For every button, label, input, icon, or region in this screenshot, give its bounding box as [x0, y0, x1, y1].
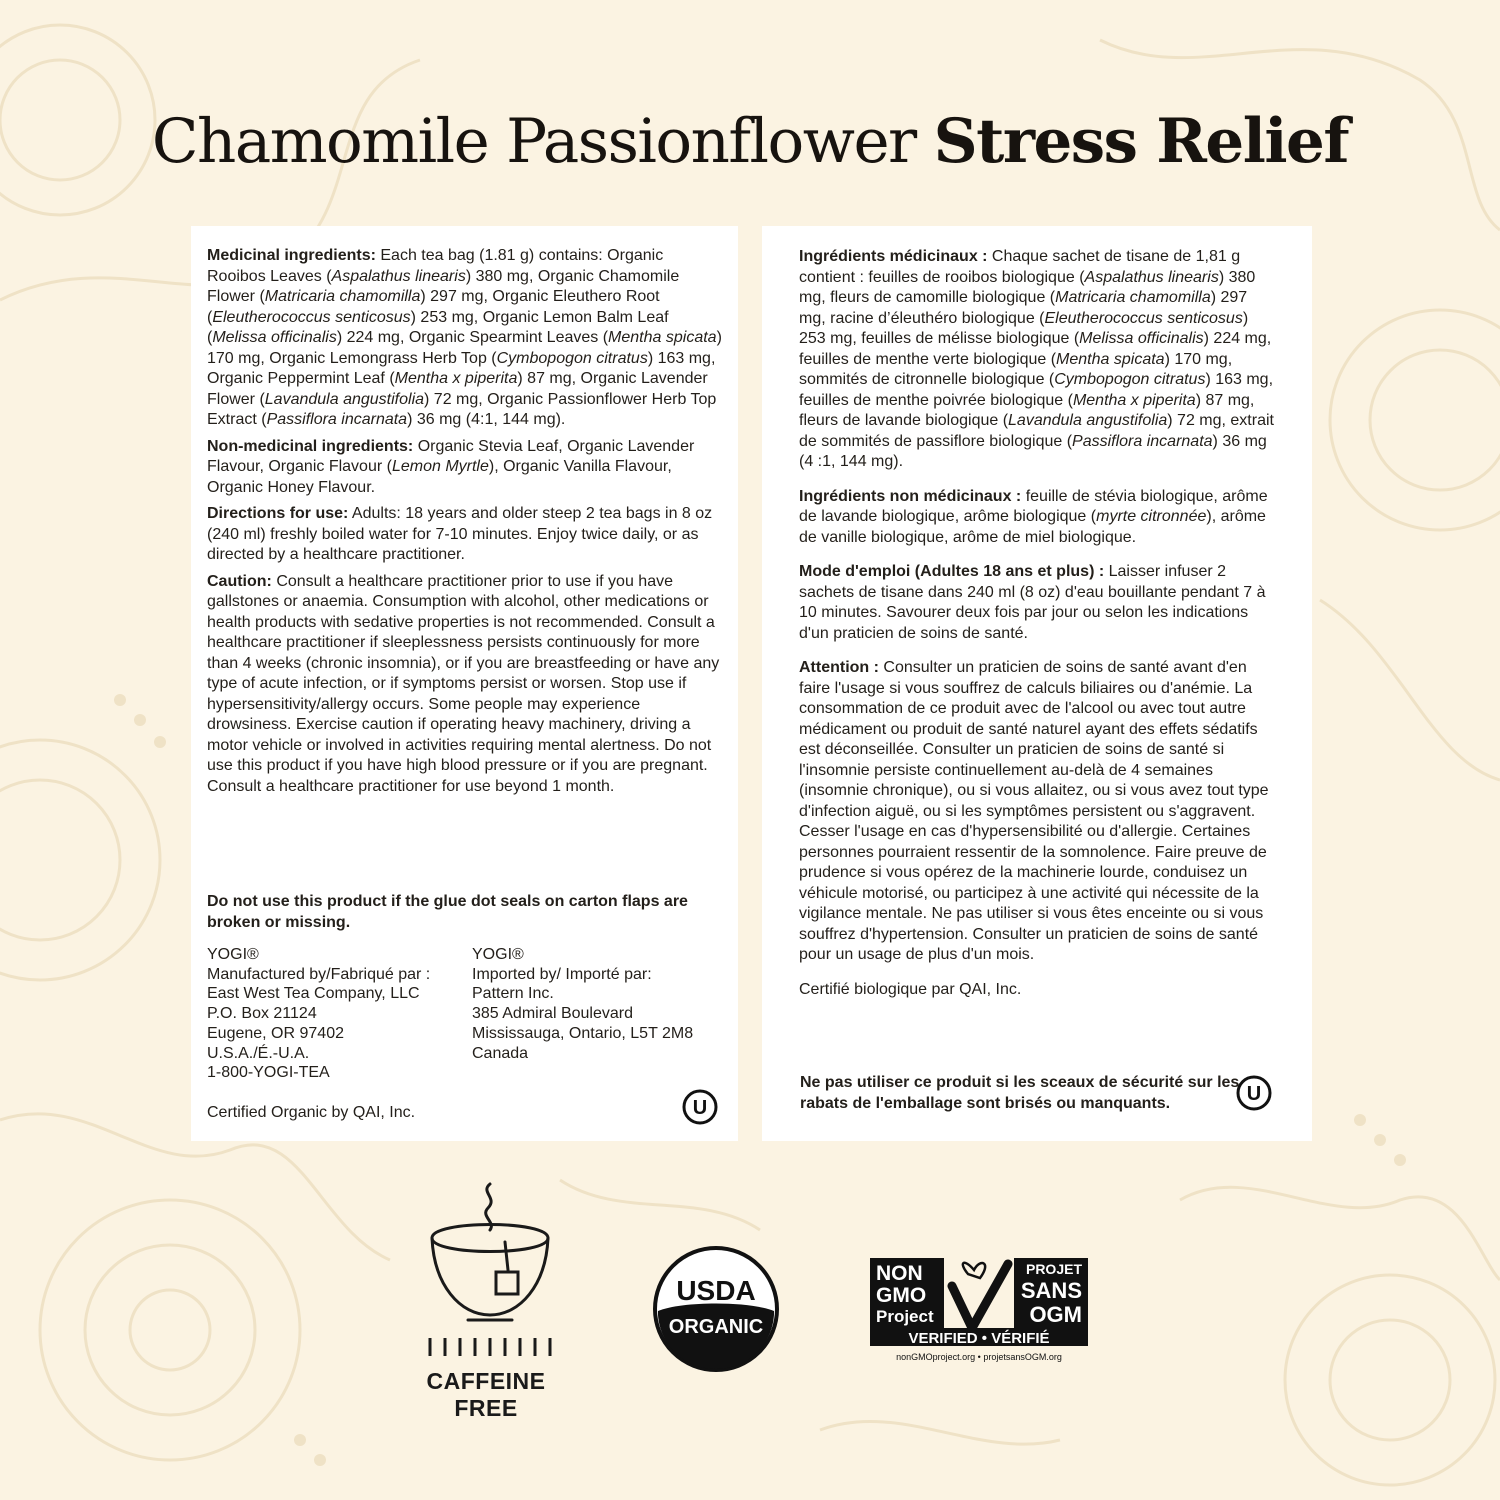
nonmedicinal-ingredients-fr: [799, 487, 1278, 549]
medicinal-label-fr: Ingrédients médicinaux :: [799, 248, 988, 265]
directions-fr: [799, 562, 1278, 644]
botanical-name: Lavandula angustifolia: [264, 390, 425, 408]
ingredient-text: ) 87 mg, fleurs de lavande biologique (: [799, 391, 1255, 429]
text-line: Mississauga, Ontario, L5T 2M8: [472, 1024, 694, 1042]
medicinal-text-fr: [799, 248, 1274, 470]
kosher-ou-icon: [682, 1089, 718, 1125]
certified-organic-fr: Certifié biologique par QAI, Inc.: [799, 980, 1022, 998]
directions-label-en: Directions for use:: [207, 505, 349, 522]
title-light: Chamomile Passionflower: [151, 106, 916, 177]
medicinal-text-en: [207, 247, 722, 428]
nongmo-right-line-2: SANS: [1020, 1278, 1082, 1303]
botanical-name: Lemon Myrtle: [391, 458, 489, 475]
nongmo-urls-text: nonGMOproject.org • projetsansOGM.org: [896, 1352, 1062, 1362]
certified-organic-en: Certified Organic by QAI, Inc.: [207, 1104, 416, 1121]
text-line: Manufactured by/Fabriqué par :: [207, 965, 431, 983]
ingredient-text: ), Organic Vanilla Flavour, Organic Honey Flavour.: [207, 458, 672, 496]
ingredient-text: ) 380 mg, Organic Chamomile Flower (: [207, 267, 680, 305]
usda-top-text: USDA: [676, 1275, 756, 1306]
caution-text-fr: Consulter un praticien de soins de santé avant d'en faire l'usage si vous souffrez de calculs biliaires ou d'anémie. La consommation de ce produit avec de l'alcool ou avec tout autre médicament ou produit de santé naturel ayant des effets sédatifs est déconseillée. Consulter un praticien de soins de santé si l'insomnie persiste continuellement au-delà de 4 semaines (insomnie chronique), ou si vous allaitez, ou si vous avez tout type d'infection aiguë, ou si les symptômes persistent ou s'aggravent. Cesser l'usage en cas d'hypersensibilité ou d'allergie. Certaines personnes pourraient ressentir de la somnolence. Faire preuve de prudence si vous opérez de la machinerie lourde, conduisez un véhicule motorisé, ou participez à une activité qui nécessite de la vigilance mentale. Ne pas utiliser si vous êtes enceinte ou si vous souffrez d'hypertension. Consulter un praticien de soins de santé pour un usage de plus d'un mois.: [799, 659, 1269, 963]
seal-warning-fr: Ne pas utiliser ce produit si les sceaux de sécurité sur les rabats de l'emballage sont brisés ou manquants.: [800, 1074, 1240, 1112]
nongmo-right-line-1: PROJET: [1025, 1261, 1082, 1277]
nonmed-label-en: Non-medicinal ingredients:: [207, 437, 414, 455]
page-title: [0, 106, 1500, 177]
ingredient-text: ) 170 mg, Organic Lemongrass Herb Top (: [207, 329, 722, 367]
nongmo-left-line-3: Project: [876, 1307, 934, 1326]
botanical-name: Matricaria chamomilla: [1055, 289, 1211, 306]
ingredient-text: Chaque sachet de tisane de 1,81 g contient : feuilles de rooibos biologique (: [799, 248, 1241, 286]
text-line: Imported by/ Importé par:: [472, 965, 652, 983]
kosher-symbol-text: U: [1246, 1083, 1262, 1105]
directions-text-en: Adults: 18 years and older steep 2 tea bags in 8 oz (240 ml) freshly boiled water for 7-10 minutes. Enjoy twice daily, or as directed by a healthcare practitioner.: [207, 505, 713, 563]
caution-label-fr: Attention :: [799, 659, 879, 676]
botanical-name: Passiflora incarnata: [1072, 432, 1213, 450]
text-line: YOGI®: [207, 946, 259, 963]
ingredient-text: ) 163 mg, Organic Peppermint Leaf (: [207, 349, 716, 387]
botanical-name: Lavandula angustifolia: [1008, 412, 1168, 429]
text-line: Eugene, OR 97402: [207, 1024, 344, 1042]
importer-address: [472, 945, 732, 1063]
non-gmo-verified-icon: [868, 1256, 1090, 1366]
botanical-name: Aspalathus linearis: [331, 267, 466, 285]
ingredient-text: ), arôme de vanille biologique, arôme de miel biologique.: [799, 508, 1266, 546]
botanical-name: Eleutherococcus senticosus: [212, 308, 411, 326]
text-line: P.O. Box 21124: [207, 1005, 317, 1023]
ingredient-text: ) 297 mg, Organic Eleuthero Root (: [207, 288, 660, 326]
text-line: U.S.A./É.-U.A.: [207, 1044, 310, 1062]
ingredient-text: ) 36 mg (4 :1, 144 mg).: [799, 432, 1267, 470]
ingredient-text: ) 253 mg, Organic Lemon Balm Leaf (: [207, 308, 669, 346]
text-line: 385 Admiral Boulevard: [472, 1005, 633, 1023]
ingredient-text: ) 36 mg (4:1, 144 mg).: [407, 411, 566, 428]
nonmedicinal-ingredients-en: [207, 437, 724, 499]
botanical-name: Melissa officinalis: [1079, 330, 1204, 347]
botanical-name: Matricaria chamomilla: [264, 288, 421, 305]
botanical-name: Mentha spicata: [1056, 350, 1165, 368]
botanical-name: Mentha spicata: [608, 329, 717, 346]
caution-text-en: Consult a healthcare practitioner prior to use if you have gallstones or anaemia. Consumption with alcohol, other medications or health products with sedative properties is not recommended. Consult a healthcare practitioner if sleeplessness persists continuously for more than 4 weeks (chronic insomnia), or if you are breastfeeding or have any type of acute infection, or if symptoms persist or worsen. Stop use if hypersensitivity/allergy occurs. Some people may experience drowsiness. Exercise caution if operating heavy machinery, driving a motor vehicle or involved in activities requiring mental alertness. Do not use this product if you have high blood pressure or if you are pregnant. Consult a healthcare practitioner for use beyond 1 month.: [207, 572, 720, 795]
botanical-name: Mentha x piperita: [1072, 391, 1196, 409]
usda-organic-seal-icon: [652, 1245, 780, 1373]
nonmed-label-fr: Ingrédients non médicinaux :: [799, 487, 1022, 505]
botanical-name: Aspalathus linearis: [1084, 268, 1219, 286]
botanical-name: Passiflora incarnata: [266, 411, 408, 428]
text-line: YOGI®: [472, 946, 524, 963]
medicinal-ingredients-en: [207, 246, 724, 431]
ingredient-text: Organic Stevia Leaf, Organic Lavender Flavour, Organic Flavour (: [207, 437, 695, 475]
seal-warning-en: Do not use this product if the glue dot seals on carton flaps are broken or missing.: [207, 893, 688, 931]
text-line: Pattern Inc.: [472, 985, 554, 1003]
english-label-panel: [191, 226, 738, 1141]
ingredient-text: ) 87 mg, Organic Lavender Flower (: [207, 370, 708, 408]
ingredient-text: feuille de stévia biologique, arôme de lavande biologique, arôme biologique (: [799, 487, 1268, 525]
ingredient-text: Each tea bag (1.81 g) contains: Organic Rooibos Leaves (: [207, 247, 664, 285]
kosher-symbol-text: U: [692, 1097, 708, 1119]
botanical-name: myrte citronnée: [1096, 508, 1207, 525]
caution-label-en: Caution:: [207, 572, 272, 590]
tea-cup-icon: [420, 1180, 560, 1360]
kosher-ou-icon: [1236, 1075, 1272, 1111]
ingredient-text: ) 224 mg, Organic Spearmint Leaves (: [336, 329, 609, 346]
manufacturer-address: [207, 945, 467, 1083]
caffeine-free-label: [400, 1368, 572, 1422]
nongmo-right-line-3: OGM: [1029, 1302, 1082, 1327]
botanical-name: Cymbopogon citratus: [496, 349, 648, 367]
nongmo-left-line-2: GMO: [876, 1284, 927, 1307]
medicinal-ingredients-fr: [799, 247, 1278, 473]
medicinal-label-en: Medicinal ingredients:: [207, 247, 376, 264]
title-bold: Stress Relief: [933, 106, 1349, 177]
botanical-name: Eleutherococcus senticosus: [1044, 309, 1243, 327]
directions-en: [207, 504, 724, 566]
usda-bottom-text: ORGANIC: [668, 1316, 764, 1338]
ingredient-text: ) 224 mg, feuilles de menthe verte biologique (: [799, 330, 1272, 368]
directions-label-fr: Mode d'emploi (Adultes 18 ans et plus) :: [799, 563, 1105, 580]
text-line: Canada: [472, 1044, 529, 1062]
ingredient-text: ) 72 mg, extrait de sommités de passiflore biologique (: [799, 412, 1274, 450]
nongmo-verified-text: VERIFIED • VÉRIFIÉ: [908, 1330, 1050, 1347]
text-line: CAFFEINE: [426, 1368, 546, 1394]
nongmo-left-line-1: NON: [876, 1262, 923, 1285]
text-line: 1-800-YOGI-TEA: [207, 1064, 330, 1082]
caution-en: [207, 572, 724, 798]
botanical-name: Melissa officinalis: [212, 329, 337, 346]
ingredient-text: ) 380 mg, fleurs de camomille biologique (: [799, 268, 1256, 306]
ingredient-text: ) 170 mg, sommités de citronnelle biologique (: [799, 350, 1233, 388]
text-line: East West Tea Company, LLC: [207, 985, 420, 1003]
ingredient-text: ) 253 mg, feuilles de mélisse biologique (: [799, 309, 1249, 347]
botanical-name: Mentha x piperita: [394, 370, 518, 387]
text-line: FREE: [454, 1395, 518, 1421]
ingredient-text: ) 163 mg, feuilles de menthe poivrée biologique (: [799, 371, 1274, 409]
botanical-name: Cymbopogon citratus: [1054, 371, 1206, 388]
french-label-panel: [762, 226, 1312, 1141]
ingredient-text: ) 72 mg, Organic Passionflower Herb Top Extract (: [207, 390, 717, 428]
ingredient-text: ) 297 mg, racine d’éleuthéro biologique (: [799, 289, 1248, 327]
caution-fr: [799, 658, 1278, 966]
directions-text-fr: Laisser infuser 2 sachets de tisane dans 240 ml (8 oz) d'eau bouillante pendant 7 à 10 minutes. Savourer deux fois par jour ou selon les indications d'un praticien de soins de santé.: [799, 563, 1266, 642]
